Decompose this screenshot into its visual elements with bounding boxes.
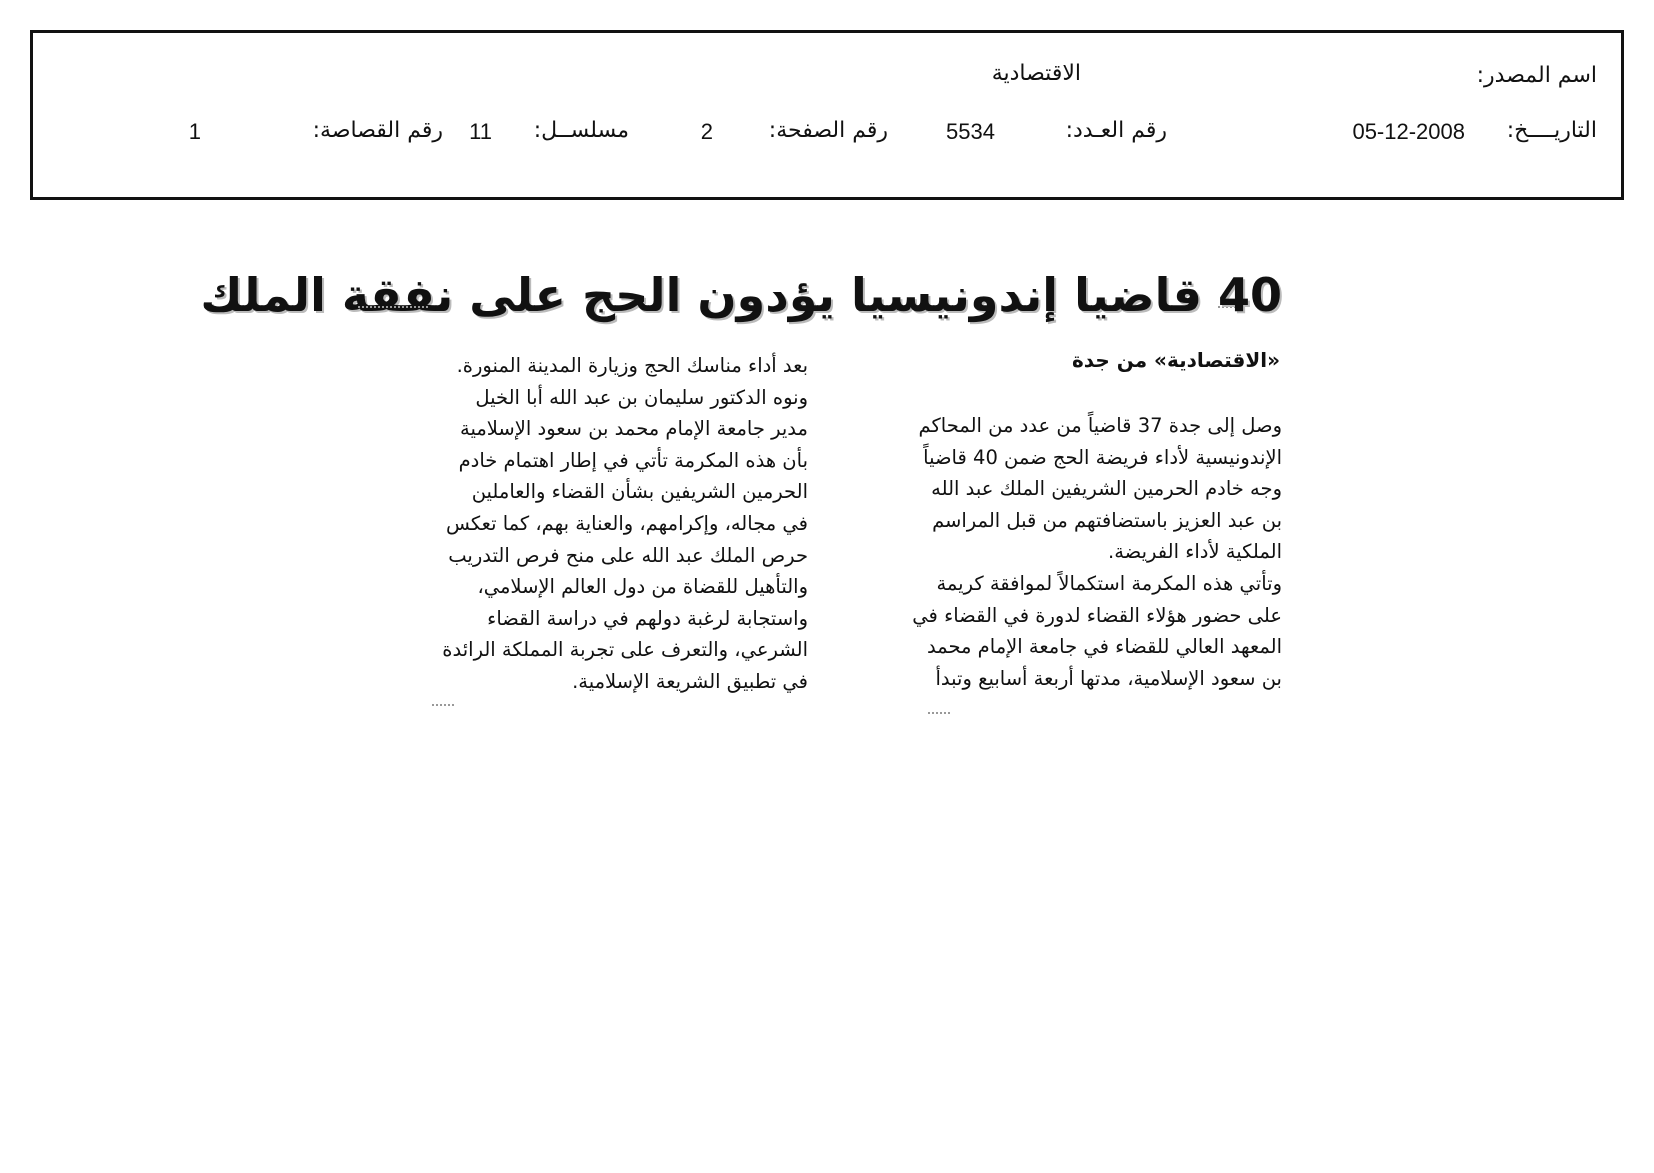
date-value: 05-12-2008 [1352,119,1465,144]
article-line: ونوه الدكتور سليمان بن عبد الله أبا الخيل [475,385,808,409]
source-value: الاقتصادية [991,61,1081,86]
article-line: المعهد العالي للقضاء في جامعة الإمام محمد [926,635,1282,659]
article-line: مدير جامعة الإمام محمد بن سعود الإسلامية [460,417,808,441]
article-line: حرص الملك عبد الله على منح فرص التدريب [448,543,808,567]
article-column-right [827,410,1282,694]
article-line: بأن هذه المكرمة تأتي في إطار اهتمام خادم [458,448,808,472]
article-line: والتأهيل للقضاة من دول العالم الإسلامي، [477,575,808,599]
date-label: التاريــــخ: [1506,118,1597,143]
headline-rule-left [358,306,428,308]
article-line: الإندونيسية لأداء فريضة الحج ضمن 40 قاضياً [923,445,1282,469]
article-byline: «الاقتصادية» من جدة [1071,348,1280,372]
serial-label: مسلســل: [533,118,629,143]
serial-value: 11 [469,119,492,144]
article-line: في مجاله، وإكرامهم، والعناية بهم، كما تعكس [446,511,808,535]
article-line: على حضور هؤلاء القضاء لدورة في القضاء في [912,603,1282,627]
article-line: في تطبيق الشريعة الإسلامية. [572,669,808,693]
article-line: الحرمين الشريفين بشأن القضاء والعاملين [471,480,808,504]
article-line: وتأتي هذه المكرمة استكمالاً لموافقة كريمة [936,571,1282,595]
article-line: بن سعود الإسلامية، مدتها أربعة أسابيع وتبدأ [935,666,1282,690]
article-line: بعد أداء مناسك الحج وزيارة المدينة المنورة. [456,354,808,377]
column-end-rule-right [928,712,950,714]
article-line: وصل إلى جدة 37 قاضياً من عدد من المحاكم [918,414,1282,437]
page-label: رقم الصفحة: [768,118,888,143]
source-label: اسم المصدر: [1476,63,1597,88]
page-value: 2 [700,119,713,144]
issue-value: 5534 [946,119,995,144]
article-line: الشرعي، والتعرف على تجربة المملكة الرائدة [442,638,808,662]
column-end-rule-left [432,704,454,706]
article-headline: 40 قاضيا إندونيسيا يؤدون الحج على نفقة الملك [200,268,1282,322]
article-line: وجه خادم الحرمين الشريفين الملك عبد الله [931,477,1282,501]
clipping-header [30,30,1624,200]
article-line: بن عبد العزيز باستضافتهم من قبل المراسم [932,508,1282,532]
article-column-left [353,350,808,698]
article-line: الملكية لأداء الفريضة. [1108,540,1282,564]
clipping-label: رقم القصاصة: [312,118,443,143]
clipping-value: 1 [188,119,201,144]
issue-label: رقم العـدد: [1065,118,1167,143]
article-line: واستجابة لرغبة دولهم في دراسة القضاء [487,606,808,630]
